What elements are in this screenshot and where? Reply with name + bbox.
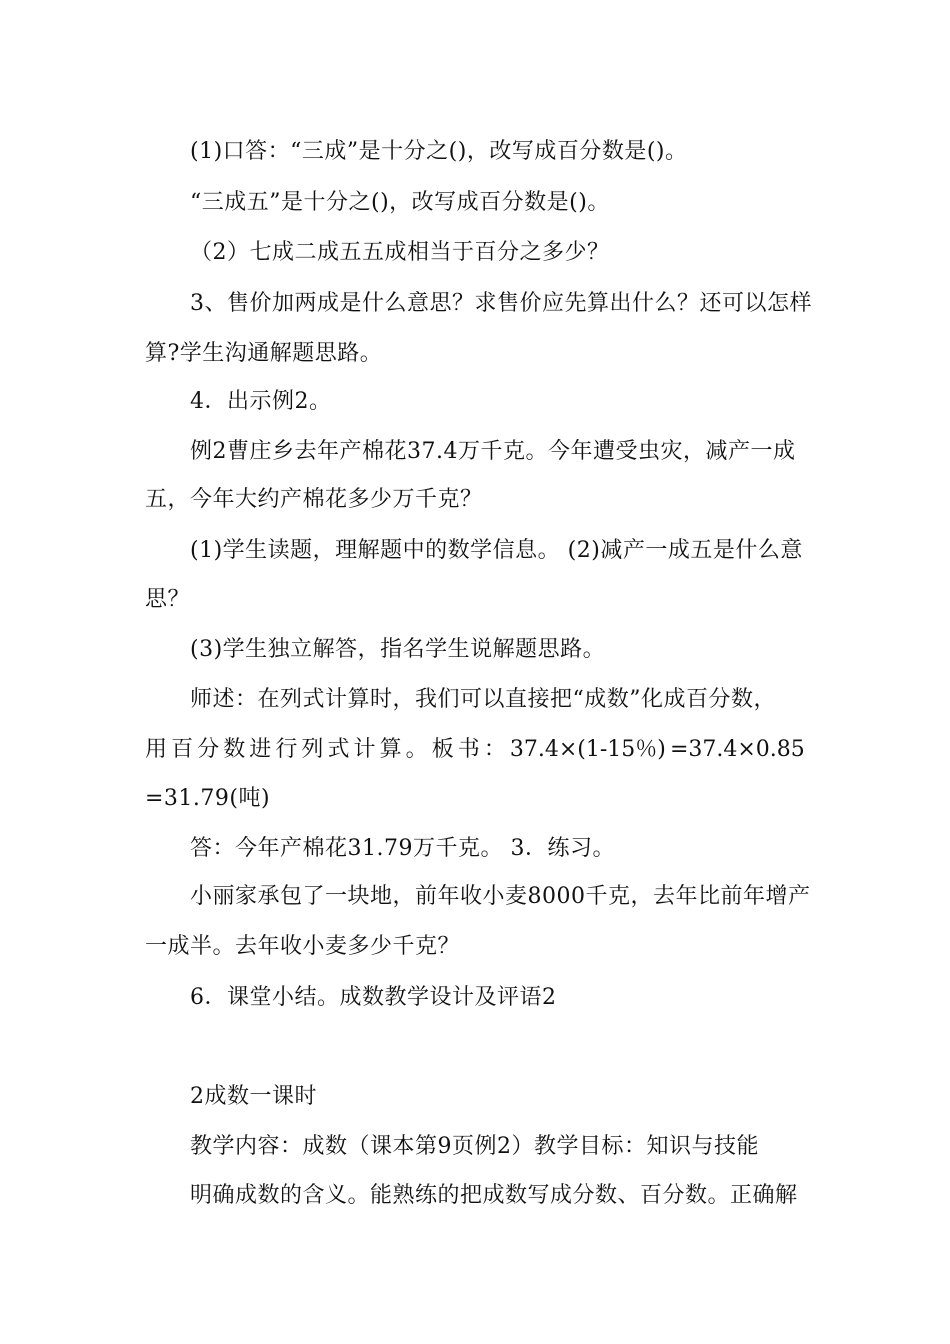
text-segment: 计 — [353, 737, 376, 762]
text-line: 师述：在列式计算时，我们可以直接把“成数”化成百分数， — [190, 687, 776, 712]
text-line: (1)学生读题，理解题中的数学信息。 (2)减产一成五是什么意 — [190, 538, 803, 563]
text-segment: 数 — [223, 737, 246, 762]
text-line: (1)口答：“三成”是十分之()，改写成百分数是()。 — [190, 139, 688, 164]
text-line: 2成数一课时 — [190, 1084, 317, 1109]
text-segment: 算 — [379, 737, 402, 762]
text-segment: 书 — [457, 737, 480, 762]
text-segment: 百 — [171, 737, 194, 762]
text-segment: 板 — [431, 737, 454, 762]
text-line: 教学内容：成数（课本第9页例2）教学目标：知识与技能 — [190, 1134, 759, 1159]
text-line: 答：今年产棉花31.79万千克。 3．练习。 — [190, 836, 615, 861]
text-line: =31.79(吨) — [145, 786, 271, 811]
text-segment: 37.4×(1-15％) — [509, 737, 666, 762]
text-line: (3)学生独立解答，指名学生说解题思路。 — [190, 637, 606, 662]
text-segment: 进 — [249, 737, 272, 762]
text-line: 算?学生沟通解题思路。 — [145, 341, 383, 366]
text-line: 思？ — [145, 587, 191, 612]
text-line: 4．出示例2。 — [190, 389, 332, 414]
text-segment: 用 — [145, 737, 168, 762]
text-segment: 。 — [405, 737, 428, 762]
text-line: “三成五”是十分之()，改写成百分数是()。 — [190, 190, 610, 215]
text-segment: 分 — [197, 737, 220, 762]
text-segment: ： — [483, 737, 506, 762]
text-line: 小丽家承包了一块地，前年收小麦8000千克，去年比前年增产 — [190, 884, 811, 909]
text-line: 例2曹庄乡去年产棉花37.4万千克。今年遭受虫灾，减产一成 — [190, 439, 796, 464]
justified-text-line — [145, 735, 805, 765]
text-segment: 式 — [327, 737, 350, 762]
text-line: 3、售价加两成是什么意思？求售价应先算出什么？还可以怎样 — [190, 291, 812, 316]
text-segment: 列 — [301, 737, 324, 762]
text-line: （2）七成二成五五成相当于百分之多少？ — [190, 240, 610, 265]
text-line: 一成半。去年收小麦多少千克？ — [145, 934, 461, 959]
text-segment: =37.4×0.85 — [669, 737, 805, 762]
text-segment: 行 — [275, 737, 298, 762]
text-line: 五，今年大约产棉花多少万千克？ — [145, 487, 483, 512]
text-line: 明确成数的含义。能熟练的把成数写成分数、百分数。正确解 — [190, 1183, 798, 1208]
text-line: 6．课堂小结。成数教学设计及评语2 — [190, 985, 557, 1010]
